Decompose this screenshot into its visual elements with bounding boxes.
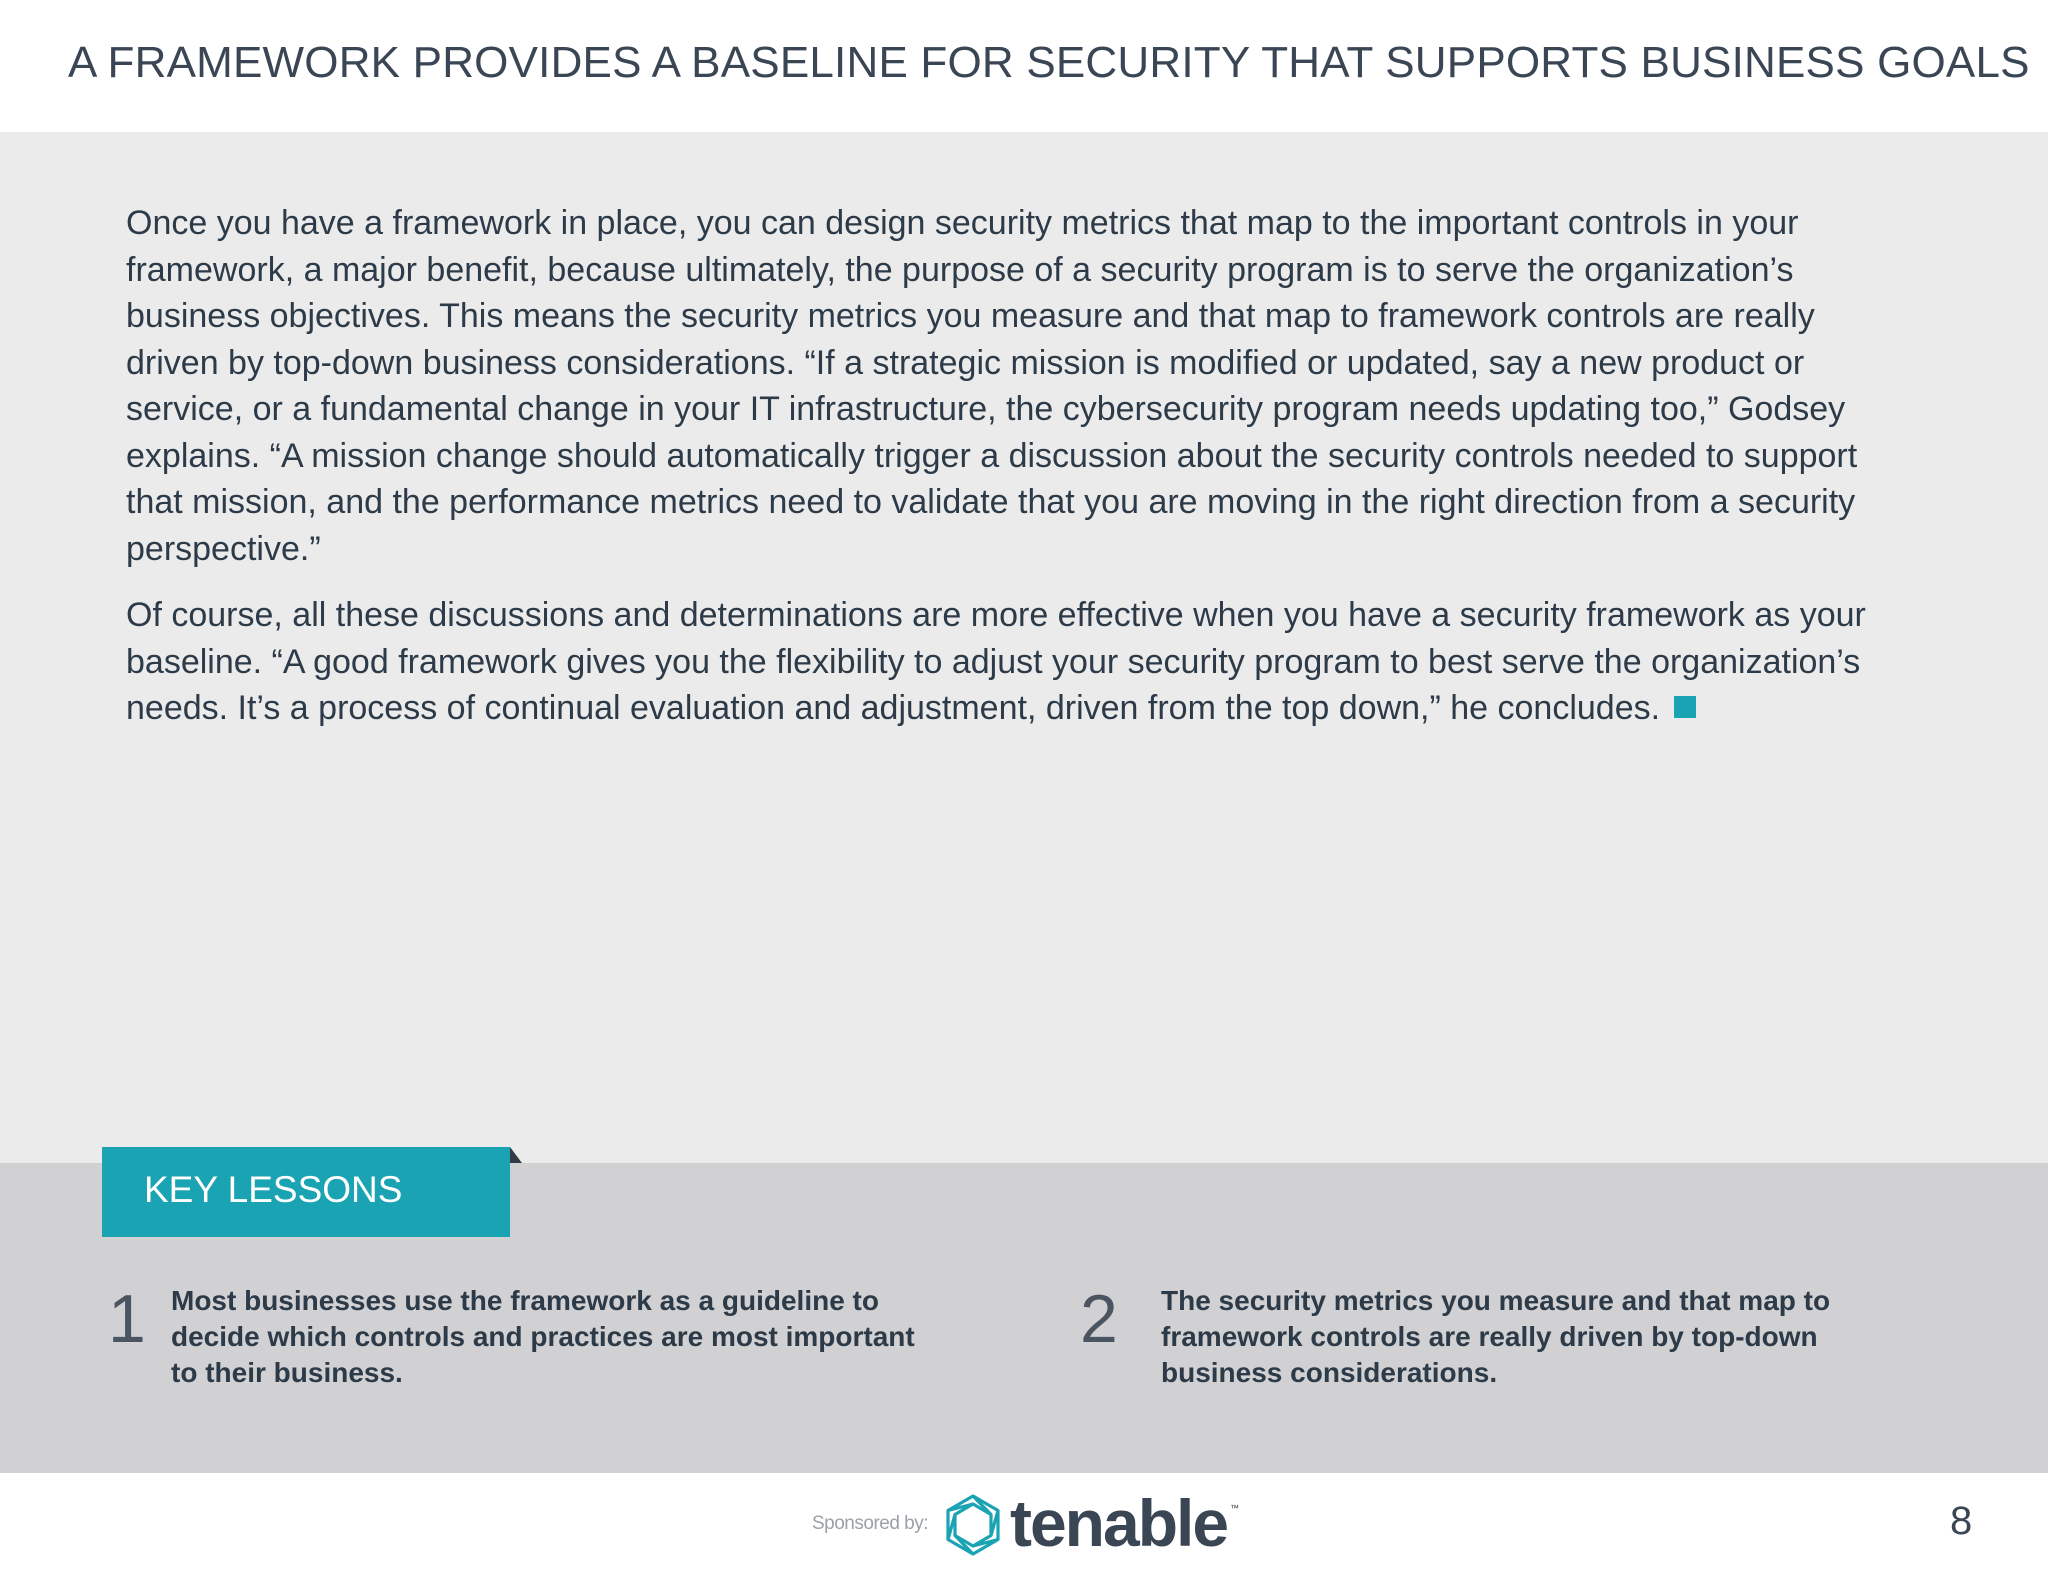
article-body <box>126 200 1916 752</box>
page-footer <box>0 1473 2048 1582</box>
article-paragraph-1 <box>126 200 1916 572</box>
key-lesson-number: 1 <box>108 1281 146 1357</box>
trademark-mark: ™ <box>1230 1503 1239 1513</box>
page-title: A FRAMEWORK PROVIDES A BASELINE FOR SECURITY THAT SUPPORTS BUSINESS GOALS <box>68 38 2030 87</box>
key-lesson-text: The security metrics you measure and that map to framework controls are really driven by top-down business considerations. <box>1161 1285 1831 1388</box>
key-lessons-tab-fold <box>510 1147 522 1163</box>
sponsor-name-logotype: tenable <box>1010 1486 1228 1560</box>
key-lessons-tab <box>102 1147 510 1237</box>
key-lessons-label: KEY LESSONS <box>144 1169 403 1210</box>
key-lesson-text: Most businesses use the framework as a guideline to decide which controls and practices are most important to their business. <box>171 1285 915 1388</box>
page-header <box>0 0 2048 132</box>
page-number: 8 <box>1950 1499 1973 1543</box>
sponsored-by-label: Sponsored by: <box>812 1513 929 1534</box>
article-paragraph-2-text: Of course, all these discussions and determinations are more effective when you have a security framework as your baseline. “A good framework gives you the flexibility to adjust your security program to best serve the organization’s needs. It’s a process of continual evaluation and adjustment, driven from the top down,” he concludes. <box>126 596 1866 727</box>
key-lesson-number: 2 <box>1080 1281 1118 1357</box>
square-end-marker-icon <box>1674 696 1696 718</box>
article-paragraph-2 <box>126 592 1916 732</box>
article-paragraph-1-text: Once you have a framework in place, you can design security metrics that map to the important controls in your framework, a major benefit, because ultimately, the purpose of a security program is to serve the organization’s business objectives. This means the security metrics you measure and that map to framework controls are really driven by top-down business considerations. “If a strategic mission is modified or updated, say a new product or service, or a fundamental change in your IT infrastructure, the cybersecurity program needs updating too,” Godsey explains. “A mission change should automatically trigger a discussion about the security controls needed to support that mission, and the performance metrics need to validate that you are moving in the right direction from a security perspective.” <box>126 204 1858 568</box>
tenable-hexagon-logo-icon <box>940 1492 1006 1558</box>
article-area <box>0 132 2048 1163</box>
